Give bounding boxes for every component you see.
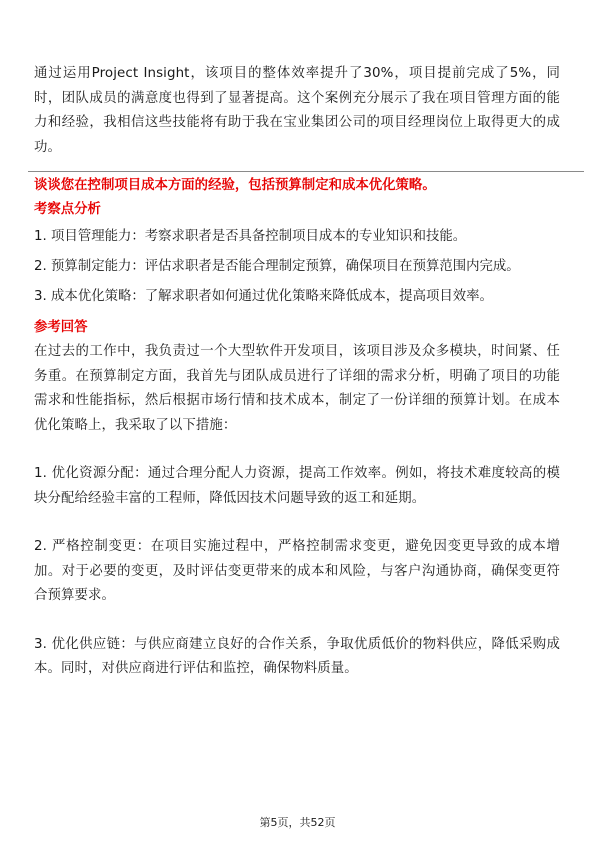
section-divider — [28, 171, 584, 172]
document-body — [34, 62, 560, 682]
paragraph-gap — [34, 511, 560, 535]
paragraph-gap — [34, 438, 560, 462]
answer-paragraph: 1. 优化资源分配：通过合理分配人力资源，提高工作效率。例如，将技术难度较高的模块分配给经验丰富的工程师，降低因技术问题导致的返工和延期。 — [34, 466, 560, 506]
question-heading: 谈谈您在控制项目成本方面的经验，包括预算制定和成本优化策略。 — [34, 178, 436, 193]
analysis-heading: 考察点分析 — [34, 202, 101, 217]
page-footer: 第5页，共52页 — [259, 816, 336, 829]
analysis-item: 2. 预算制定能力：评估求职者是否能合理制定预算，确保项目在预算范围内完成。 — [34, 259, 520, 274]
intro-paragraph: 通过运用Project Insight，该项目的整体效率提升了30%，项目提前完成了5%，同时，团队成员的满意度也得到了显著提高。这个案例充分展示了我在项目管理方面的能力和经验，我相信这些技能将有助于我在宝业集团公司的项目经理岗位上取得更大的成功。 — [34, 66, 560, 155]
answer-paragraph: 在过去的工作中，我负责过一个大型软件开发项目，该项目涉及众多模块，时间紧、任务重。在预算制定方面，我首先与团队成员进行了详细的需求分析，明确了项目的功能需求和性能指标，然后根据市场行情和技术成本，制定了一份详细的预算计划。在成本优化策略上，我采取了以下措施： — [34, 344, 560, 433]
analysis-item: 3. 成本优化策略：了解求职者如何通过优化策略来降低成本，提高项目效率。 — [34, 289, 493, 304]
answer-heading: 参考回答 — [34, 320, 88, 335]
paragraph-gap — [34, 609, 560, 633]
answer-paragraph: 3. 优化供应链：与供应商建立良好的合作关系，争取优质低价的物料供应，降低采购成本。同时，对供应商进行评估和监控，确保物料质量。 — [34, 636, 560, 676]
analysis-item: 1. 项目管理能力：考察求职者是否具备控制项目成本的专业知识和技能。 — [34, 229, 467, 244]
answer-paragraph: 2. 严格控制变更：在项目实施过程中，严格控制需求变更，避免因变更导致的成本增加。对于必要的变更，及时评估变更带来的成本和风险，与客户沟通协商，确保变更符合预算要求。 — [34, 539, 560, 603]
